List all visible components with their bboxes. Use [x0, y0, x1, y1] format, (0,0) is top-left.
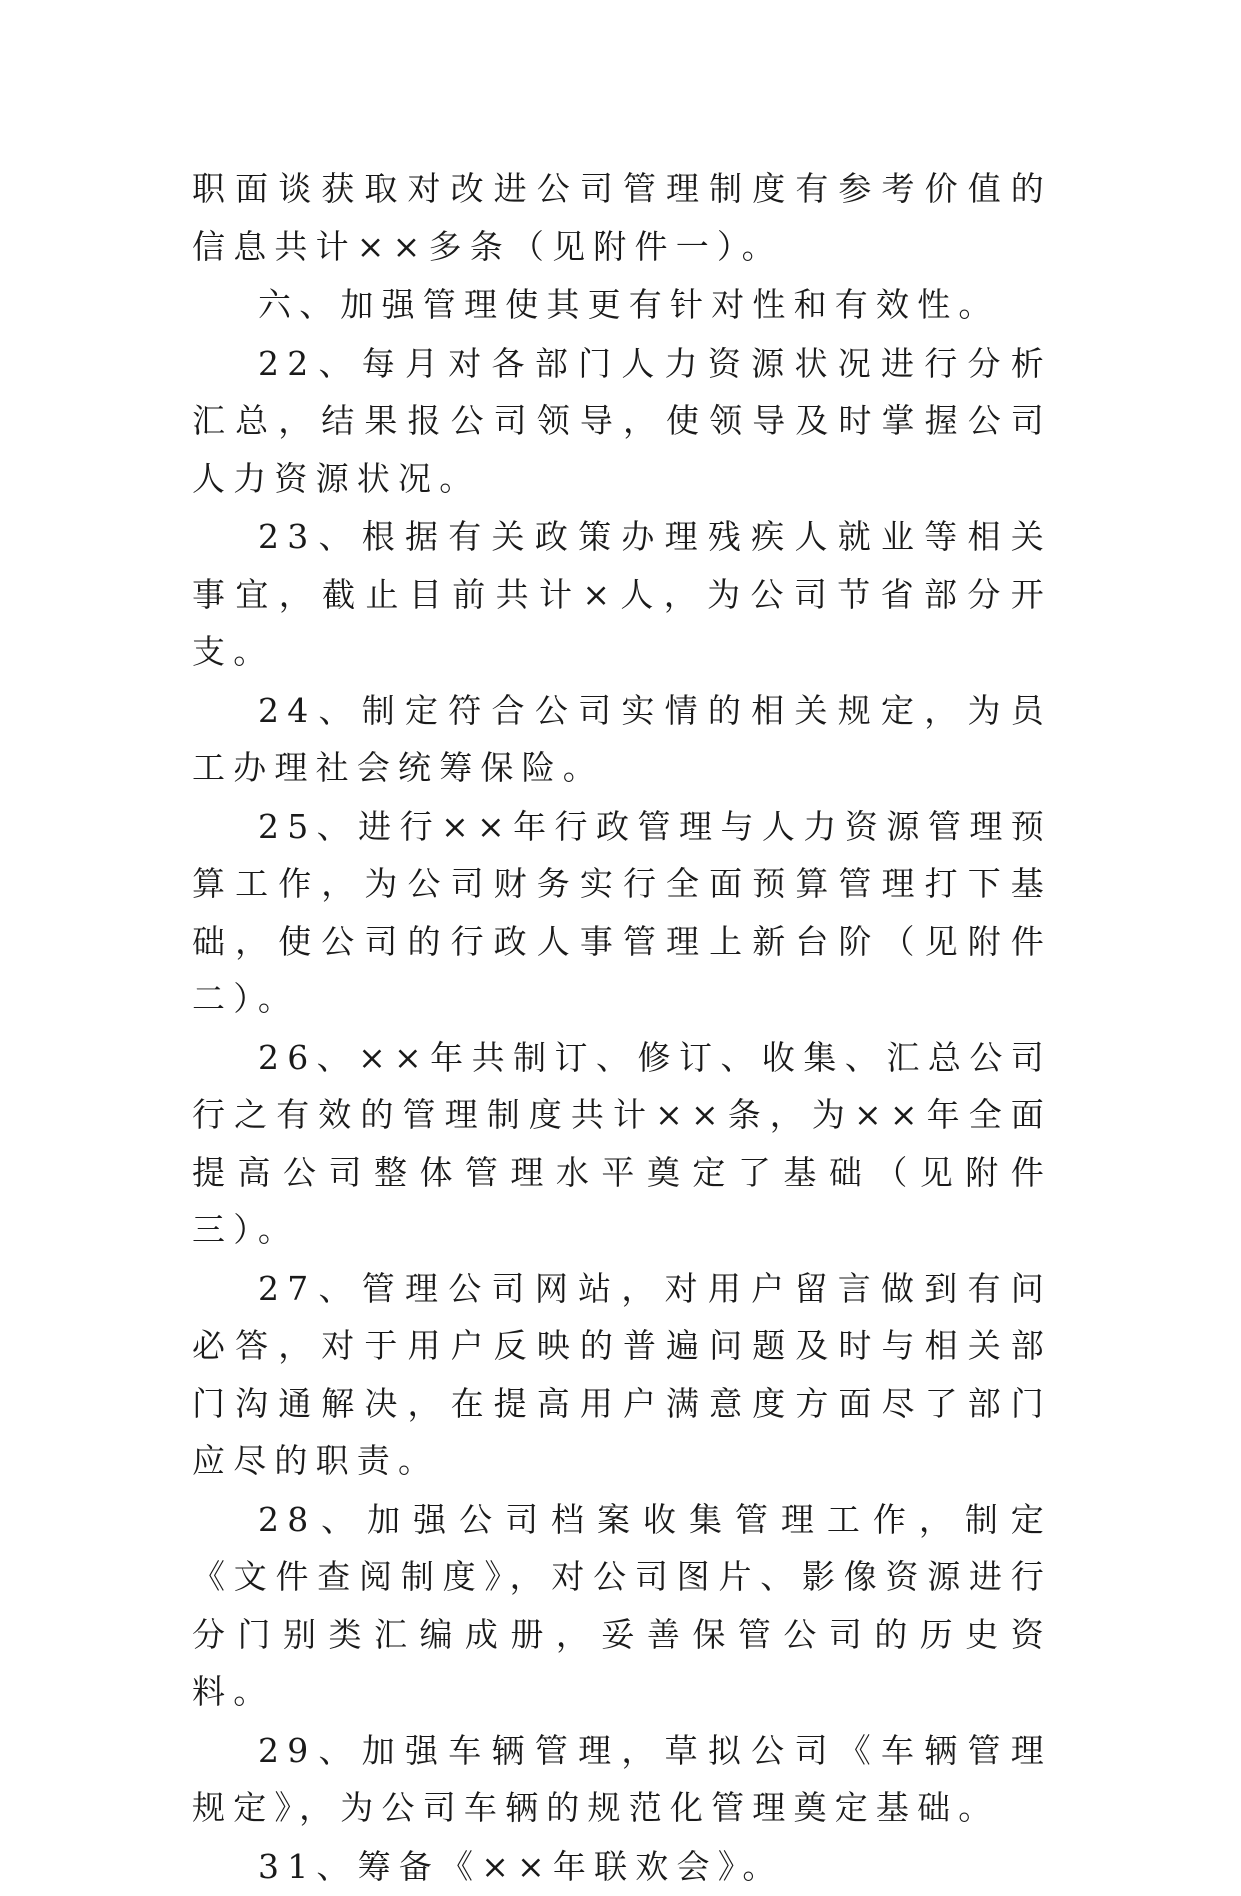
- item-27: 27、管理公司网站，对用户留言做到有问必答，对于用户反映的普遍问题及时与相关部门沟通解决，在提高用户满意度方面尽了部门应尽的职责。: [192, 1268, 1052, 1480]
- paragraph-continued: 职面谈获取对改进公司管理制度有参考价值的信息共计××多条（见附件一）。: [192, 169, 1052, 266]
- item-23: 23、根据有关政策办理残疾人就业等相关事宜，截止目前共计×人，为公司节省部分开支。: [192, 517, 1052, 671]
- item-29: 29、加强车辆管理，草拟公司《车辆管理规定》，为公司车辆的规范化管理奠定基础。: [192, 1730, 1052, 1827]
- document-body: [192, 160, 1052, 1896]
- item-22: 22、每月对各部门人力资源状况进行分析汇总，结果报公司领导，使领导及时掌握公司人力资源状况。: [192, 343, 1052, 498]
- section-heading-6: 六、加强管理使其更有针对性和有效性。: [258, 285, 1000, 324]
- item-31: 31、筹备《××年联欢会》。: [258, 1846, 784, 1886]
- item-28: 28、加强公司档案收集管理工作，制定《文件查阅制度》，对公司图片、影像资源进行分门别类汇编成册，妥善保管公司的历史资料。: [192, 1499, 1052, 1711]
- item-26: 26、××年共制订、修订、收集、汇总公司行之有效的管理制度共计××条，为××年全面提高公司整体管理水平奠定了基础（见附件三）。: [192, 1037, 1052, 1249]
- item-25: 25、进行××年行政管理与人力资源管理预算工作，为公司财务实行全面预算管理打下基础，使公司的行政人事管理上新台阶（见附件二）。: [192, 806, 1052, 1018]
- item-24: 24、制定符合公司实情的相关规定，为员工办理社会统筹保险。: [192, 690, 1052, 787]
